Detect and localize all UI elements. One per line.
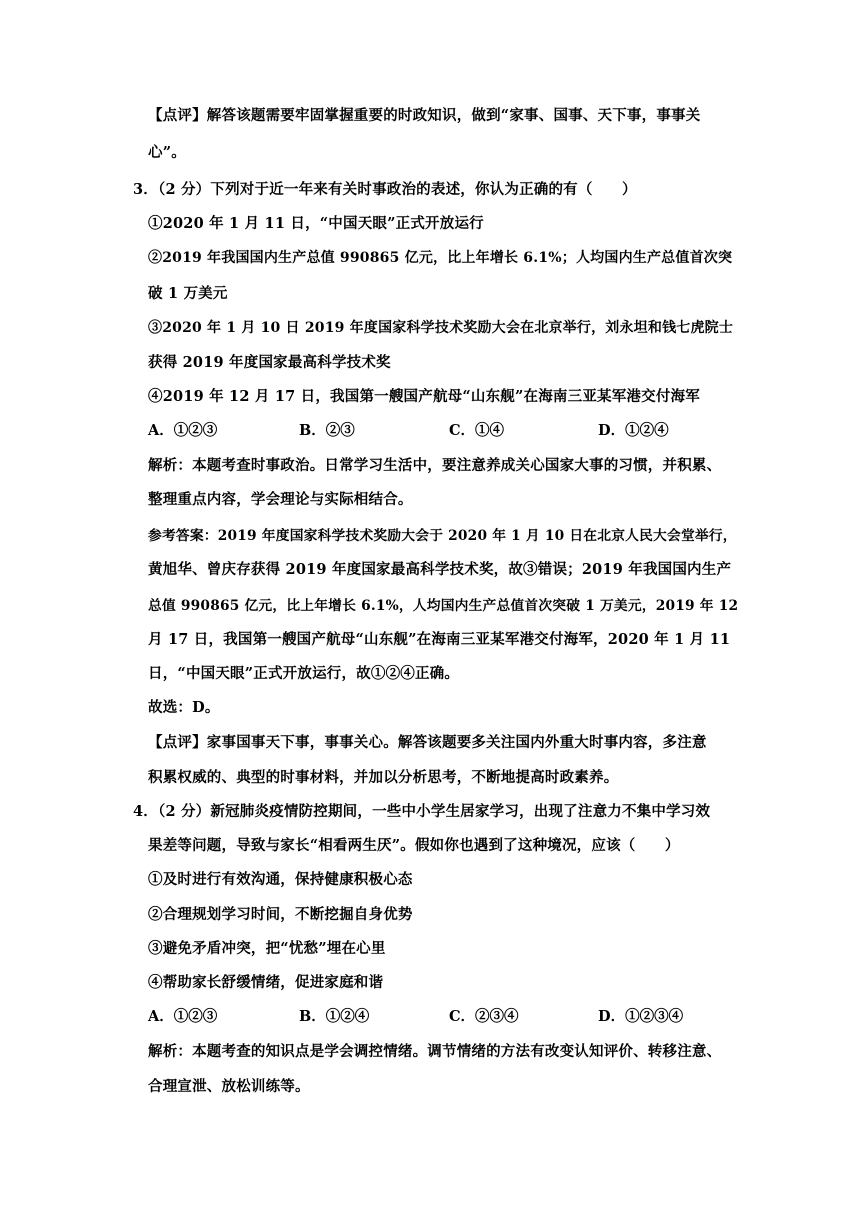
question-3-reference-cont: 月 17 日，我国第一艘国产航母“山东舰”在海南三亚某军港交付海军，2020 年 1 月 11: [148, 631, 731, 648]
question-3-reference-cont: 日，“中国天眼”正式开放运行，故①②④正确。: [148, 665, 460, 682]
comment-line: 【点评】解答该题需要牢固掌握重要的时政知识，做到“家事、国事、天下事，事事关: [148, 107, 701, 124]
question-3-reference-cont: 黄旭华、曾庆存获得 2019 年度国家最高科学技术奖，故③错误；2019 年我国国内生产: [148, 561, 732, 578]
question-3-item-3: ③2020 年 1 月 10 日 2019 年度国家科学技术奖励大会在北京举行，刘永坦和钱七虎院士: [148, 320, 734, 336]
question-4-analysis: 解析：本题考查的知识点是学会调控情绪。调节情绪的方法有改变认知评价、转移注意、: [148, 1043, 722, 1060]
question-3-reference-cont: 总值 990865 亿元，比上年增长 6.1%，人均国内生产总值首次突破 1 万美元，2019 年 12: [148, 598, 739, 614]
question-4-option-a: A．①②③: [148, 1008, 218, 1025]
question-3-item-4: ④2019 年 12 月 17 日，我国第一艘国产航母“山东舰”在海南三亚某军港交付海军: [148, 388, 700, 405]
question-4-item-2: ②合理规划学习时间，不断挖掘自身优势: [148, 906, 413, 923]
question-3-option-a: A．①②③: [148, 422, 218, 439]
question-3-comment: 【点评】家事国事天下事，事事关心。解答该题要多关注国内外重大时事内容，多注意: [148, 734, 707, 751]
comment-line: 心”。: [148, 144, 186, 161]
question-3-stem: 3．（2 分）下列对于近一年来有关时事政治的表述，你认为正确的有（ ）: [133, 181, 637, 198]
question-4-analysis-cont: 合理宣泄、放松训练等。: [148, 1078, 310, 1095]
question-3-item-2: ②2019 年我国国内生产总值 990865 亿元，比上年增长 6.1%；人均国内生产总值首次突: [148, 250, 733, 266]
question-4-option-b: B．①②④: [299, 1008, 370, 1025]
question-4-stem: 4．（2 分）新冠肺炎疫情防控期间，一些中小学生居家学习，出现了注意力不集中学习效: [133, 803, 711, 820]
question-3-reference: 参考答案：2019 年度国家科学技术奖励大会于 2020 年 1 月 10 日在北京人民大会堂举行，: [148, 528, 737, 544]
question-3-comment-cont: 积累权威的、典型的时事材料，并加以分析思考，不断地提高时政素养。: [148, 769, 619, 786]
question-4-option-c: C．②③④: [449, 1008, 519, 1025]
question-3-option-d: D．①②④: [598, 422, 669, 439]
question-4-item-4: ④帮助家长舒缓情绪，促进家庭和谐: [148, 974, 384, 991]
question-3-analysis: 解析：本题考查时事政治。日常学习生活中，要注意养成关心国家大事的习惯，并积累、: [148, 457, 722, 474]
question-3-item-1: ①2020 年 1 月 11 日，“中国天眼”正式开放运行: [148, 215, 484, 232]
question-3-option-c: C．①④: [449, 422, 505, 439]
question-4-stem-cont: 果差等问题，导致与家长“相看两生厌”。假如你也遇到了这种境况，应该（ ）: [148, 837, 680, 854]
question-4-item-3: ③避免矛盾冲突，把“忧愁”埋在心里: [148, 940, 386, 957]
question-3-analysis-cont: 整理重点内容，学会理论与实际相结合。: [148, 491, 413, 508]
question-4-item-1: ①及时进行有效沟通，保持健康积极心态: [148, 871, 413, 888]
question-3-option-b: B．②③: [299, 422, 355, 439]
question-3-item-3-cont: 获得 2019 年度国家最高科学技术奖: [148, 354, 391, 371]
question-3-item-2-cont: 破 1 万美元: [148, 285, 228, 302]
question-3-answer: 故选：D。: [148, 699, 220, 716]
question-4-option-d: D．①②③④: [598, 1008, 684, 1025]
